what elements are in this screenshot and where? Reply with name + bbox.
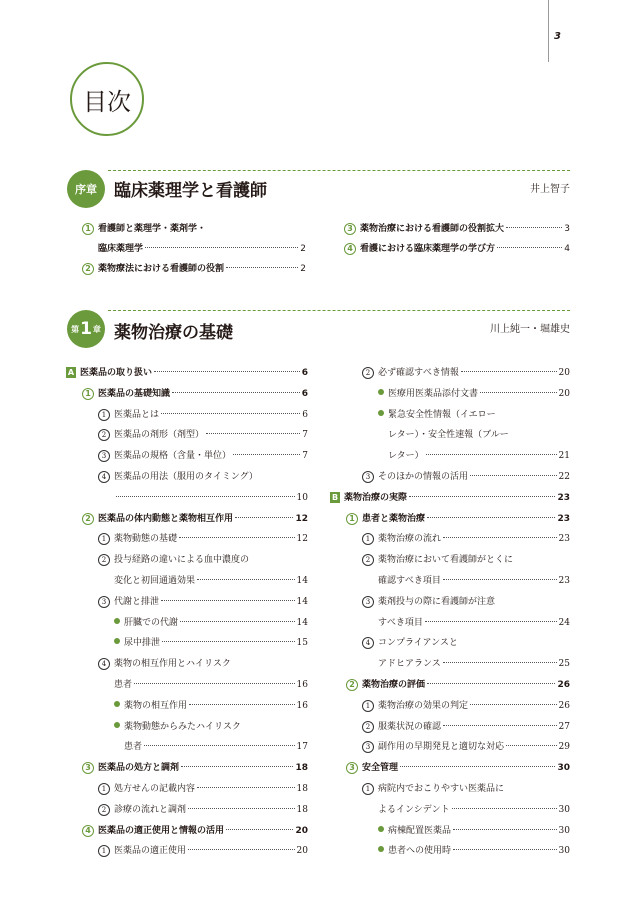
number-badge: 4 [344,243,356,255]
sub-number-badge: 4 [98,471,110,483]
entry-title: 薬物動態の基礎 [114,534,178,545]
page-ref: 6 [301,368,308,378]
number-badge: 2 [82,263,94,275]
entry-title: 処方せんの記載内容 [114,784,196,794]
leader-dots [172,392,300,393]
toc-entry[interactable] [362,636,570,650]
sub-number-badge: 2 [98,804,110,816]
entry-title: 薬物の相互作用 [124,700,188,711]
page-ref: 14 [296,596,308,607]
toc-entry[interactable] [378,844,570,858]
entry-title: 必ず確認すべき情報 [378,368,459,378]
toc-heading: 目次 [70,62,144,136]
page-ref: 20 [295,825,308,836]
toc-entry[interactable] [98,408,308,422]
page-ref: 18 [295,763,308,774]
page-ref: 23 [558,534,570,545]
sub-number-badge: 3 [362,741,374,753]
toc-entry[interactable] [114,699,308,713]
entry-title: 薬物治療における看護師の役割拡大 [360,224,505,234]
page-number: 3 [554,31,561,42]
number-badge: 1 [82,223,94,235]
entry-title: 安全管理 [362,763,399,774]
entry-title: すべき項目 [378,617,423,628]
toc-entry[interactable] [114,491,308,505]
page-ref: 20 [296,846,308,857]
page-ref: 12 [296,534,308,545]
page-ref: 18 [296,784,308,794]
toc-entry[interactable] [82,824,308,838]
entry-title: 医薬品の用法（服用のタイミング） [114,472,258,482]
number-badge: 3 [346,762,358,774]
bullet-dot [378,389,384,395]
toc-entry[interactable] [344,242,570,256]
sub-number-badge: 2 [362,554,374,566]
entry-title: 薬物療法における看護師の役割 [98,264,225,274]
entry-title: 医薬品の処方と調剤 [98,763,180,774]
sub-number-badge: 1 [98,783,110,795]
leader-dots [470,704,557,705]
entry-title: レター）・安全性速報（ブルー [388,430,509,441]
toc-entry[interactable] [82,387,308,401]
sub-number-badge: 2 [362,721,374,733]
page-ref: 26 [558,700,570,711]
toc-entry[interactable] [346,678,570,692]
toc-entry[interactable] [114,574,308,588]
entry-title: 服薬状況の確認 [378,721,442,732]
toc-entry[interactable] [346,512,570,526]
entry-title: 緊急安全性情報（イエロー [388,409,496,420]
page-ref: 14 [296,617,308,628]
toc-entry[interactable] [98,470,308,484]
entry-title: 薬物治療の実際 [344,492,408,503]
toc-entry[interactable] [114,720,308,734]
toc-entry[interactable] [362,720,570,734]
leader-dots [443,579,557,580]
entry-title: 薬物治療の評価 [362,680,426,690]
toc-entry[interactable] [362,595,570,609]
leader-dots [233,454,300,455]
divider [108,310,570,311]
entry-title: 医薬品の適正使用と情報の活用 [98,825,225,836]
entry-title: 医薬品の体内動態と薬物相互作用 [98,513,234,524]
toc-entry[interactable] [378,574,570,588]
toc-entry[interactable] [362,470,570,484]
page-ref: 10 [296,492,308,503]
leader-dots [188,808,295,809]
toc-entry[interactable] [98,449,308,463]
number-badge: 1 [82,388,94,400]
entry-title: 尿中排泄 [124,638,161,649]
chapter1-title[interactable]: 薬物治療の基礎 [114,323,233,343]
leader-dots [443,725,557,726]
number-badge: 3 [344,223,356,235]
page-ref: 22 [558,472,570,482]
number-badge: 2 [82,513,94,525]
page-ref: 27 [558,721,570,732]
leader-dots [235,517,293,518]
leader-dots [427,683,555,684]
toc-entry[interactable] [362,366,570,380]
entry-title: 医薬品の基礎知識 [98,388,171,399]
number-badge: 3 [82,762,94,774]
toc-entry[interactable] [98,657,308,671]
leader-dots [145,247,298,248]
bullet-dot [378,410,384,416]
entry-title: 肝臓での代謝 [124,617,179,628]
number-badge: 2 [346,679,358,691]
leader-dots [134,683,295,684]
page-ref: 7 [302,430,308,441]
leader-dots [497,247,562,248]
sub-number-badge: 2 [362,367,374,379]
page-ref: 2 [300,264,306,274]
toc-entry[interactable] [82,262,306,276]
section-letter-badge: B [331,492,339,502]
entry-title: 医薬品の取り扱い [80,368,153,378]
leader-dots [461,371,557,372]
page-ref: 7 [302,451,308,462]
leader-dots [197,787,295,788]
page-ref: 3 [564,224,570,234]
page-ref: 16 [296,700,308,711]
prologue-badge: 序章 [67,170,105,208]
entry-title: 看護師と薬理学・薬剤学・ [98,224,207,234]
toc-entry[interactable] [82,512,308,526]
page-ref: 16 [296,680,308,690]
leader-dots [453,829,557,830]
number-badge: 4 [82,825,94,837]
entry-title: 薬物治療の効果の判定 [378,700,469,711]
entry-title: レター） [388,451,424,462]
page-ref: 14 [296,576,308,586]
entry-title: 医薬品の適正使用 [114,846,187,857]
entry-title: 患者 [124,742,143,753]
sub-number-badge: 2 [98,429,110,441]
sub-number-badge: 3 [98,450,110,462]
toc-entry[interactable] [98,595,308,609]
prologue-header [60,166,570,210]
leader-dots [144,745,295,746]
entry-title: 病院内でおこりやすい医薬品に [378,784,505,794]
bullet-dot [378,846,384,852]
leader-dots [226,829,293,830]
number-badge: 1 [346,513,358,525]
page-ref: 18 [296,804,308,815]
page-ref: 30 [558,825,570,836]
toc-entry[interactable] [124,740,308,754]
leader-dots [443,662,557,663]
leader-dots [443,537,557,538]
leader-dots [452,808,557,809]
leader-dots [409,496,555,497]
leader-dots [427,517,555,518]
entry-title: 薬物治療の流れ [378,534,442,545]
page-ref: 12 [295,513,308,524]
leader-dots [181,766,293,767]
entry-title: よるインシデント [378,804,450,815]
page-ref: 23 [557,492,570,503]
toc-entry[interactable] [378,803,570,817]
sub-number-badge: 1 [362,700,374,712]
sub-number-badge: 1 [362,783,374,795]
entry-title: コンプライアンスと [378,638,458,649]
sub-number-badge: 4 [362,637,374,649]
entry-title: 確認すべき項目 [378,576,441,586]
leader-dots [480,392,557,393]
leader-dots [197,579,295,580]
toc-entry[interactable] [388,428,570,442]
bullet-dot [114,701,120,707]
toc-entry[interactable] [344,222,570,236]
toc-entry[interactable] [66,366,308,380]
sub-number-badge: 4 [98,658,110,670]
page-ref: 29 [558,742,570,753]
toc-entry[interactable] [378,824,570,838]
entry-title: 医薬品の規格（含量・単位） [114,451,232,462]
page-ref: 23 [557,513,570,524]
toc-entry[interactable] [346,761,570,775]
leader-dots [161,413,300,414]
chapter1-header [60,306,570,350]
toc-entry[interactable] [98,844,308,858]
leader-dots [161,600,295,601]
toc-entry[interactable] [98,428,308,442]
toc-entry[interactable] [388,449,570,463]
entry-title: 診療の流れと調剤 [114,804,187,815]
sub-number-badge: 3 [362,471,374,483]
entry-title: 薬物治療において看護師がとくに [378,555,514,566]
toc-entry[interactable] [378,408,570,422]
leader-dots [116,496,295,497]
entry-title: 変化と初回通過効果 [114,576,196,586]
page-ref: 20 [558,388,570,399]
chapter1-badge: 第 1 章 [67,310,105,348]
sub-number-badge: 1 [362,533,374,545]
entry-title: 医薬品とは [114,409,160,420]
entry-title: 病棟配置医薬品 [388,825,452,836]
toc-entry[interactable] [362,782,570,796]
entry-title: 医薬品の剤形（剤型） [114,430,205,441]
entry-title: そのほかの情報の活用 [378,472,469,482]
entry-title: 投与経路の違いによる血中濃度の [114,555,250,566]
leader-dots [506,745,557,746]
entry-title: 臨床薬理学 [98,244,144,254]
page-ref: 25 [558,659,570,670]
bullet-dot [114,638,120,644]
entry-title: 薬剤投与の際に看護師が注意 [378,596,496,607]
prologue-author: 井上智子 [530,184,570,195]
page-ref: 30 [557,763,570,774]
sub-number-badge: 3 [362,596,374,608]
leader-dots [179,537,295,538]
entry-title: 患者と薬物治療 [362,513,426,524]
leader-dots [400,766,555,767]
sub-number-badge: 1 [98,845,110,857]
leader-dots [188,849,295,850]
page-ref: 17 [296,742,308,753]
entry-title: 看護における臨床薬理学の学び方 [360,244,496,254]
leader-dots [206,433,300,434]
entry-title: 代謝と排泄 [114,596,160,607]
toc-entry[interactable] [362,553,570,567]
page-ref: 30 [558,846,570,857]
leader-dots [426,454,557,455]
toc-entry[interactable] [114,616,308,630]
leader-dots [180,621,295,622]
toc-entry[interactable] [362,740,570,754]
page-ref: 20 [558,368,570,378]
toc-entry[interactable] [378,387,570,401]
leader-dots [470,475,557,476]
divider [108,170,570,171]
toc-entry[interactable] [98,803,308,817]
toc-entry[interactable] [330,491,570,505]
page-ref: 15 [296,638,308,649]
toc-entry[interactable] [378,616,570,630]
toc-entry[interactable] [362,532,570,546]
leader-dots [226,267,298,268]
page-ref: 30 [558,804,570,815]
section-letter-badge: A [67,368,75,377]
toc-entry[interactable] [82,222,306,236]
bullet-dot [378,826,384,832]
leader-dots [162,641,295,642]
leader-dots [154,371,300,372]
entry-title: 患者 [114,680,133,690]
toc-entry[interactable] [98,782,308,796]
toc-entry[interactable] [114,678,308,692]
page-ref: 2 [300,244,306,254]
chapter1-author: 川上純一・堀雄史 [490,324,570,335]
leader-dots [189,704,295,705]
page-ref: 26 [557,680,570,690]
page-ref: 6 [302,409,308,420]
entry-title: 副作用の早期発見と適切な対応 [378,742,505,753]
page-ref: 21 [558,451,570,462]
toc-entry[interactable] [98,553,308,567]
bullet-dot [114,618,120,624]
toc-entry[interactable] [98,242,306,256]
entry-title: 医療用医薬品添付文書 [388,388,479,399]
sub-number-badge: 3 [98,596,110,608]
leader-dots [425,621,557,622]
toc-entry[interactable] [378,657,570,671]
prologue-title[interactable]: 臨床薬理学と看護師 [114,181,267,201]
leader-dots [506,227,562,228]
sub-number-badge: 1 [98,533,110,545]
page-ref: 4 [564,244,570,254]
toc-entry[interactable] [98,532,308,546]
toc-entry[interactable] [362,699,570,713]
sub-number-badge: 1 [98,409,110,421]
entry-title: アドヒアランス [378,659,441,670]
page-edge-rule [548,0,549,62]
leader-dots [453,849,557,850]
page-ref: 23 [558,576,570,586]
page-ref: 24 [558,617,570,628]
page-ref: 6 [301,388,308,399]
entry-title: 患者への使用時 [388,846,452,857]
entry-title: 薬物の相互作用とハイリスク [114,659,231,670]
toc-entry[interactable] [82,761,308,775]
sub-number-badge: 2 [98,554,110,566]
entry-title: 薬物動態からみたハイリスク [124,721,241,732]
bullet-dot [114,722,120,728]
toc-entry[interactable] [114,636,308,650]
